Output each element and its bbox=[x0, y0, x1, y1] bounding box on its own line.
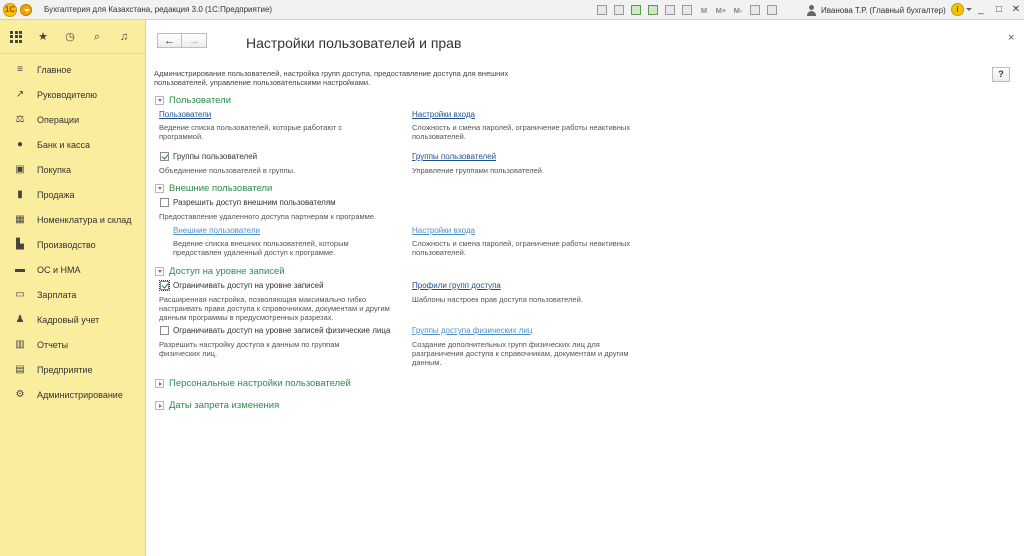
sidebar-item-label: Производство bbox=[37, 239, 96, 250]
users-description: Ведение списка пользователей, которые работают с программой. bbox=[159, 123, 343, 141]
sidebar-item-label: Кадровый учет bbox=[37, 314, 100, 325]
bar-chart-icon: ▥ bbox=[15, 338, 25, 350]
import-icon[interactable] bbox=[628, 3, 644, 17]
window-icon[interactable] bbox=[764, 3, 780, 17]
star-icon[interactable]: ★ bbox=[38, 30, 48, 43]
current-user-name: Иванова Т.Р. (Главный бухгалтер) bbox=[821, 5, 946, 15]
sidebar-toolbar bbox=[0, 20, 145, 54]
login-settings-link[interactable]: Настройки входа bbox=[412, 110, 475, 119]
sidebar-item-hr[interactable] bbox=[0, 307, 145, 332]
apps-icon[interactable] bbox=[10, 31, 22, 43]
person-groups-description: Создание дополнительных групп физических лиц для разграничения доступа к справочникам, документам и другим данным. bbox=[412, 340, 629, 367]
page-description: Администрирование пользователей, настройка групп доступа, предоставление доступа для внешних пользователей, управление пользовательскими настройками. bbox=[154, 69, 509, 87]
save-icon[interactable] bbox=[594, 3, 610, 17]
section-external-header[interactable] bbox=[155, 183, 272, 194]
limit-records-description: Расширенная настройка, позволяющая максимально гибко настраивать права доступа к справочникам, документам и другим данным программы в предусмотренных разрезах. bbox=[159, 295, 390, 322]
user-groups-description: Объединение пользователей в группы. bbox=[159, 166, 296, 175]
section-title: Даты запрета изменения bbox=[169, 400, 280, 411]
section-title: Персональные настройки пользователей bbox=[169, 378, 351, 389]
help-button[interactable]: ? bbox=[992, 67, 1010, 82]
sidebar-item-enterprise[interactable] bbox=[0, 357, 145, 382]
forward-button[interactable]: → bbox=[182, 33, 207, 48]
checkbox-label: Разрешить доступ внешним пользователям bbox=[173, 198, 336, 207]
person-groups-link[interactable]: Группы доступа физических лиц bbox=[412, 326, 533, 335]
section-users-header[interactable] bbox=[155, 95, 231, 106]
sidebar-item-label: Предприятие bbox=[37, 364, 93, 375]
sidebar-item-reports[interactable] bbox=[0, 332, 145, 357]
sidebar-item-label: Продажа bbox=[37, 189, 75, 200]
maximize-button[interactable]: □ bbox=[995, 4, 1003, 15]
chevron-right-icon bbox=[155, 401, 164, 410]
close-icon[interactable]: × bbox=[1008, 32, 1015, 44]
scales-icon: ⚖ bbox=[15, 113, 25, 125]
main-content bbox=[146, 20, 1024, 556]
wallet-icon: ▭ bbox=[15, 288, 25, 300]
sidebar-item-main[interactable] bbox=[0, 57, 145, 82]
sidebar-item-label: ОС и НМА bbox=[37, 264, 81, 275]
current-user[interactable] bbox=[806, 3, 946, 17]
sidebar-item-label: Операции bbox=[37, 114, 80, 125]
chevron-down-icon[interactable] bbox=[966, 8, 972, 11]
sidebar-item-label: Главное bbox=[37, 64, 72, 75]
page-title: Настройки пользователей и прав bbox=[246, 35, 462, 51]
login-settings-description: Сложность и смена паролей, ограничение работы неактивных пользователей. bbox=[412, 123, 631, 141]
info-icon[interactable]: i bbox=[951, 3, 964, 16]
search-icon[interactable]: ⌕ bbox=[93, 30, 101, 43]
history-nav bbox=[157, 33, 207, 48]
external-login-settings-link[interactable]: Настройки входа bbox=[412, 226, 475, 235]
chevron-down-icon bbox=[155, 267, 164, 276]
calendar-icon[interactable] bbox=[662, 3, 678, 17]
chevron-down-icon bbox=[155, 96, 164, 105]
memory-icon[interactable]: M bbox=[700, 5, 708, 15]
zoom-icon[interactable] bbox=[747, 3, 763, 17]
sidebar-item-purchase[interactable] bbox=[0, 157, 145, 182]
truck-icon: ▬ bbox=[15, 263, 25, 275]
sidebar-item-label: Отчеты bbox=[37, 339, 69, 350]
sidebar-item-production[interactable] bbox=[0, 232, 145, 257]
sidebar-item-bank[interactable] bbox=[0, 132, 145, 157]
warehouse-icon: ▦ bbox=[15, 213, 25, 225]
checkbox-checked-icon bbox=[160, 281, 169, 290]
user-icon bbox=[806, 5, 817, 16]
chevron-down-icon bbox=[155, 184, 164, 193]
sidebar bbox=[0, 20, 146, 556]
people-icon: ♟ bbox=[15, 313, 25, 325]
sidebar-item-label: Зарплата bbox=[37, 289, 77, 300]
user-groups-link-description: Управление группами пользователей. bbox=[412, 166, 544, 175]
limit-persons-checkbox[interactable] bbox=[160, 326, 390, 335]
sidebar-item-label: Руководителю bbox=[37, 89, 98, 100]
access-profiles-description: Шаблоны настроек прав доступа пользователей. bbox=[412, 295, 583, 304]
sidebar-item-manager[interactable] bbox=[0, 82, 145, 107]
external-users-link[interactable]: Внешние пользователи bbox=[173, 226, 260, 235]
section-personal-header[interactable] bbox=[155, 378, 351, 389]
sidebar-item-label: Покупка bbox=[37, 164, 72, 175]
users-link[interactable]: Пользователи bbox=[159, 110, 212, 119]
section-title: Внешние пользователи bbox=[169, 183, 273, 194]
external-users-description: Ведение списка внешних пользователей, которым предоставлен удаленный доступ к программе. bbox=[173, 239, 349, 257]
coin-icon: ● bbox=[16, 138, 24, 150]
sidebar-item-admin[interactable] bbox=[0, 382, 145, 407]
allow-external-description: Предоставление удаленного доступа партнерам к программе. bbox=[159, 212, 377, 221]
bell-icon[interactable]: ♫ bbox=[119, 30, 129, 43]
access-profiles-link[interactable]: Профили групп доступа bbox=[412, 281, 501, 290]
calendar-alt-icon[interactable] bbox=[679, 3, 695, 17]
sidebar-item-label: Номенклатура и склад bbox=[37, 214, 132, 225]
user-groups-link[interactable]: Группы пользователей bbox=[412, 152, 497, 161]
menu-icon: ≡ bbox=[17, 63, 23, 75]
section-title: Доступ на уровне записей bbox=[169, 266, 285, 277]
sidebar-item-label: Банк и касса bbox=[37, 139, 90, 150]
title-toolbar bbox=[594, 3, 781, 17]
checkbox-checked-icon bbox=[160, 152, 169, 161]
sidebar-item-assets[interactable] bbox=[0, 257, 145, 282]
window-title: Бухгалтерия для Казахстана, редакция 3.0 (1С:Предприятие) bbox=[44, 5, 273, 14]
section-records-header[interactable] bbox=[155, 266, 285, 277]
sidebar-item-label: Администрирование bbox=[37, 389, 123, 400]
window-close-button[interactable]: ✕ bbox=[1011, 4, 1021, 15]
sidebar-nav bbox=[0, 54, 145, 407]
user-groups-checkbox[interactable] bbox=[160, 152, 257, 161]
section-title: Пользователи bbox=[169, 95, 232, 106]
sidebar-item-operations[interactable] bbox=[0, 107, 145, 132]
minimize-button[interactable]: _ bbox=[978, 4, 984, 15]
export-icon[interactable] bbox=[645, 3, 661, 17]
print-icon[interactable] bbox=[611, 3, 627, 17]
window-title-bar bbox=[0, 0, 1024, 20]
memory-plus-icon[interactable]: M+ bbox=[715, 5, 727, 15]
external-login-settings-description: Сложность и смена паролей, ограничение работы неактивных пользователей. bbox=[412, 239, 631, 257]
memory-minus-icon[interactable]: M- bbox=[733, 5, 743, 15]
checkbox-unchecked-icon bbox=[160, 198, 169, 207]
checkbox-label: Ограничивать доступ на уровне записей физические лица bbox=[173, 326, 391, 335]
gear-icon: ⚙ bbox=[15, 388, 25, 400]
app-logo-icon[interactable]: 1С bbox=[3, 3, 17, 17]
trend-icon: ↗ bbox=[15, 88, 25, 100]
sidebar-item-sales[interactable] bbox=[0, 182, 145, 207]
history-icon[interactable]: ◷ bbox=[65, 30, 75, 43]
checkbox-label: Группы пользователей bbox=[173, 152, 258, 161]
factory-icon: ▙ bbox=[16, 238, 24, 250]
limit-records-checkbox[interactable] bbox=[160, 281, 324, 290]
checkbox-unchecked-icon bbox=[160, 326, 169, 335]
allow-external-checkbox[interactable] bbox=[160, 198, 336, 207]
sidebar-item-salary[interactable] bbox=[0, 282, 145, 307]
main-menu-icon[interactable] bbox=[20, 4, 32, 16]
bag-icon: ▮ bbox=[17, 188, 23, 200]
back-button[interactable]: ← bbox=[157, 33, 182, 48]
chevron-right-icon bbox=[155, 379, 164, 388]
cart-icon: ▣ bbox=[15, 163, 25, 175]
section-dates-header[interactable] bbox=[155, 400, 279, 411]
limit-persons-description: Разрешить настройку доступа к данным по группам физических лиц. bbox=[159, 340, 340, 358]
sidebar-item-inventory[interactable] bbox=[0, 207, 145, 232]
checkbox-label: Ограничивать доступ на уровне записей bbox=[173, 281, 324, 290]
building-icon: ▤ bbox=[15, 363, 25, 375]
